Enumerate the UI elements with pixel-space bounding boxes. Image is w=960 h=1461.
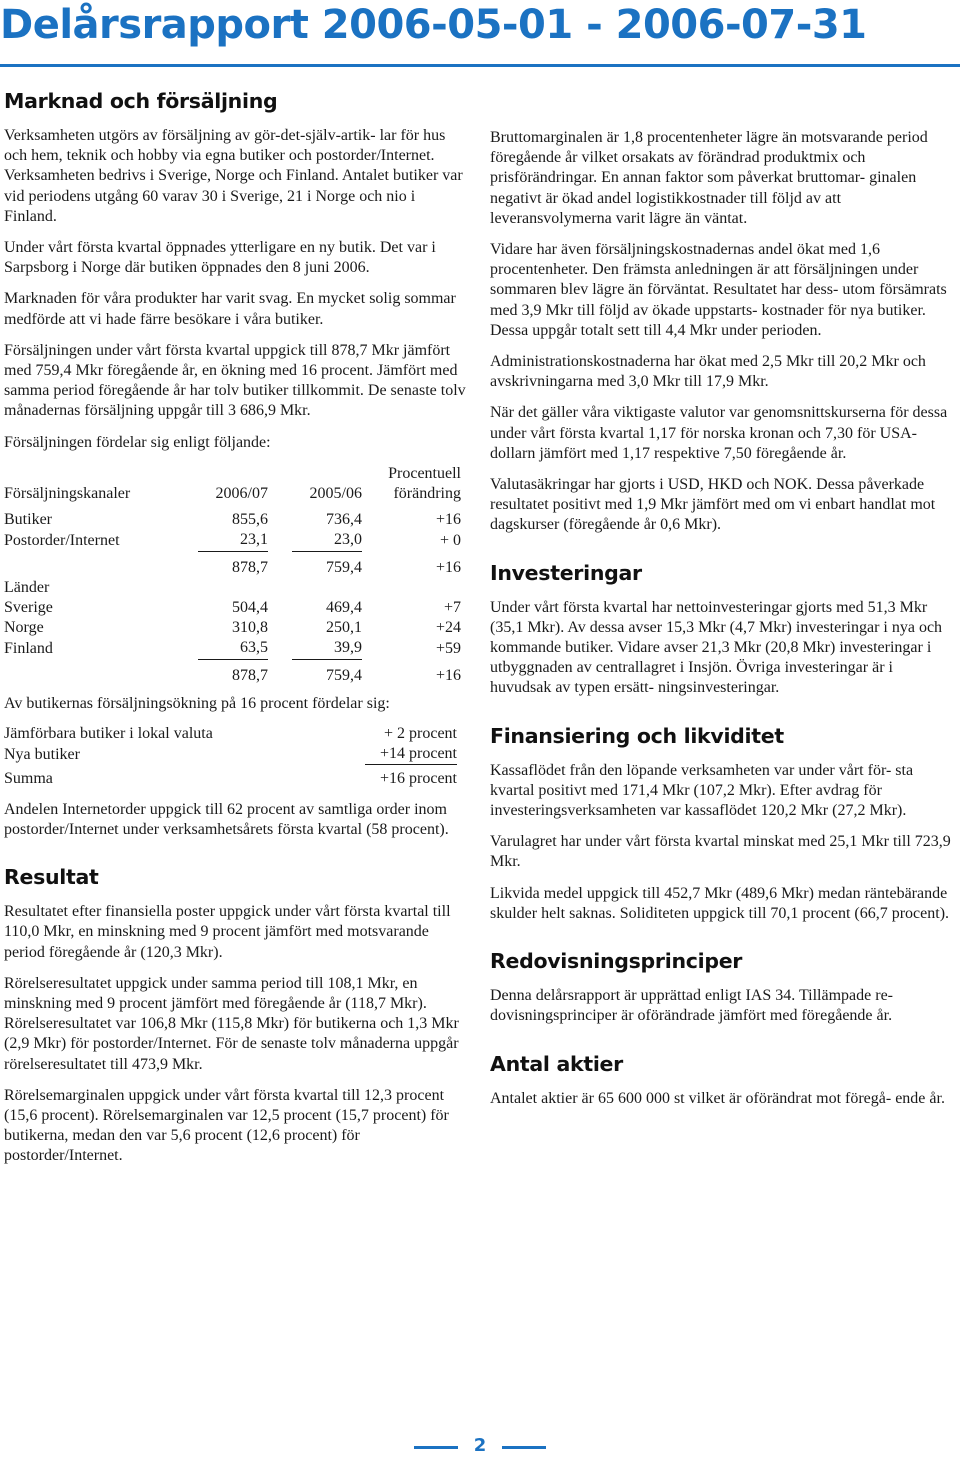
finansiering-paragraph-2: Varulagret har under vårt första kvartal minskat med 25,1 Mkr till 723,9 Mkr. (490, 833, 951, 871)
marknad-paragraph-4: Försäljningen under vårt första kvartal uppgick till 878,7 Mkr jämfört med 759,4 Mkr föregående år, en ökning med 16 procent. Jämfört med samma period föregående år har tolv butiker tillkommit. De senaste tolv månadernas försäljning uppgår till 3 686,9 Mkr. (4, 341, 466, 420)
header-2005: 2005/06 (309, 485, 362, 503)
header-2006: 2006/07 (215, 485, 268, 503)
heading-marknad: Marknad och försäljning (4, 89, 278, 113)
sales-table (4, 464, 461, 686)
heading-finansiering: Finansiering och likviditet (490, 723, 784, 748)
right-column (490, 128, 952, 1120)
resultat-paragraph-3: Rörelsemarginalen uppgick under vårt första kvartal till 12,3 procent (15,6 procent). Rörelsemarginalen var 12,5 procent (15,7 procent) för butikerna, medan den var 5,6 procent (12,6 procent) för postorder/Internet. (4, 1086, 449, 1165)
right-paragraph-4: När det gäller våra viktigaste valutor var genomsnittskurserna för dessa under vårt första kvartal 1,17 för norska kronan och 7,30 för USA-dollarn jämfört med 1,17 respektive 7,50 föregående år. (490, 404, 948, 462)
investeringar-paragraph-1: Under vårt första kvartal har nettoinvesteringar gjorts med 51,3 Mkr (35,1 Mkr). Av dessa avser 15,3 Mkr (4,7 Mkr) investeringar i nya och kommande butiker. Vidare avser 21,3 Mkr (20,8 Mkr) investeringar i utbyggnaden av centrallagret i Insjön. Övriga investeringar är i huvudsak av typen ersätt- ningsinvesteringar. (490, 598, 943, 697)
title-rule (0, 64, 960, 67)
heading-investeringar: Investeringar (490, 560, 642, 585)
finansiering-paragraph-3: Likvida medel uppgick till 452,7 Mkr (489,6 Mkr) medan räntebärande skulder helt saknas. Soliditeten uppgick till 70,1 procent (66,7 procent). (490, 884, 950, 922)
report-title: Delårsrapport 2006-05-01 - 2006-07-31 (0, 2, 867, 48)
heading-resultat: Resultat (4, 865, 99, 890)
table-row: Sverige 504,4 469,4 +7 (4, 599, 461, 617)
growth-row: Jämförbara butiker i lokal valuta + 2 procent (4, 725, 457, 743)
right-paragraph-3: Administrationskostnaderna har ökat med 2,5 Mkr till 20,2 Mkr och avskrivningarna med 3,0 Mkr till 17,9 Mkr. (490, 353, 926, 391)
growth-table (4, 724, 457, 790)
marknad-paragraph-3: Marknaden för våra produkter har varit svag. En mycket solig sommar medförde att vi hade färre besökare i våra butiker. (4, 290, 456, 328)
table-row-total: 878,7 759,4 +16 (232, 666, 461, 684)
header-channel: Försäljningskanaler (4, 485, 131, 503)
finansiering-paragraph-1: Kassaflödet från den löpande verksamheten var under vårt för- sta kvartal positivt med 171,4 Mkr (107,2 Mkr). Efter avdrag för investeringsverksamheten var kassaflödet 120,2 Mkr (27,2 Mkr). (490, 761, 914, 820)
footer-rule-right (502, 1446, 546, 1449)
table-row: Finland 63,5 39,9 +59 (4, 638, 461, 659)
marknad-paragraph-2: Under vårt första kvartal öppnades ytterligare en ny butik. Det var i Sarpsborg i Norge där butiken öppnades den 8 juni 2006. (4, 239, 436, 277)
sales-header-row-2 (4, 484, 461, 504)
header-change-2: förändring (393, 485, 461, 503)
resultat-paragraph-1: Resultatet efter finansiella poster uppgick under vårt första kvartal till 110,0 Mkr, en minskning med 9 procent jämfört med motsvarande period föregående år (120,3 Mkr). (4, 903, 451, 961)
heading-redovisning: Redovisningsprinciper (490, 949, 743, 974)
growth-intro: Av butikernas försäljningsökning på 16 procent fördelar sig: (4, 694, 390, 712)
table-row: Länder (4, 578, 50, 596)
sales-header-row-1 (4, 464, 461, 484)
marknad-paragraph-1: Verksamheten utgörs av försäljning av gör-det-själv-artik- lar för hus och hem, teknik och hobby via egna butiker och postorder/Internet. Verksamheten bedrivs i Sverige, Norge och Finland. Antalet butiker var vid periodens utgång 60 varav 30 i Sverige, 21 i Norge och nio i Finland. (4, 127, 463, 225)
header-change-1: Procentuell (388, 464, 461, 482)
table-row: Butiker 855,6 736,4 +16 (4, 511, 461, 529)
growth-row-total: Summa +16 procent (4, 770, 457, 788)
footer-rule-left (414, 1446, 458, 1449)
redovisning-paragraph-1: Denna delårsrapport är upprättad enligt IAS 34. Tillämpade re- dovisningsprinciper är oförändrade jämfört med föregående år. (490, 987, 893, 1025)
right-paragraph-1: Bruttomarginalen är 1,8 procentenheter lägre än motsvarande period föregående år vilket orsakats av förändrad produktmix och prisförändringar. En annan faktor som påverkat bruttomar- ginalen negativt är ökad andel logistikkostnader till följd av att leveransvolymerna varit lägre än väntat. (490, 129, 928, 227)
internet-share-paragraph: Andelen Internetorder uppgick till 62 procent av samtliga order inom postorder/Internet under verksamhetsårets första kvartal (58 procent). (4, 800, 449, 838)
table-row-subtotal: 878,7 759,4 +16 (232, 558, 461, 576)
marknad-paragraph-5: Försäljningen fördelar sig enligt följande: (4, 433, 271, 451)
left-column (4, 88, 466, 1178)
resultat-paragraph-2: Rörelseresultatet uppgick under samma period till 108,1 Mkr, en minskning med 9 procent jämfört med föregående år (118,7 Mkr). Rörelseresultatet var 106,8 Mkr (115,8 Mkr) för butikerna och 1,3 Mkr (2,9 Mkr) för postorder/Internet. För de senaste tolv månaderna uppgår rörelseresultatet till 473,9 Mkr. (4, 974, 459, 1073)
table-row: Norge 310,8 250,1 +24 (4, 619, 461, 637)
heading-aktier: Antal aktier (490, 1051, 623, 1076)
page-footer (0, 1437, 960, 1457)
table-row: Postorder/Internet 23,1 23,0 + 0 (4, 530, 461, 551)
page-number: 2 (473, 1435, 487, 1456)
growth-row: Nya butiker +14 procent (4, 744, 457, 765)
aktier-paragraph-1: Antalet aktier är 65 600 000 st vilket är oförändrat mot föregå- ende år. (490, 1089, 945, 1107)
right-paragraph-5: Valutasäkringar har gjorts i USD, HKD och NOK. Dessa påverkade resultatet positivt med 1,9 Mkr jämfört med om vi enbart handlat mot dagskurser (föregående år 0,6 Mkr). (490, 476, 936, 534)
right-paragraph-2: Vidare har även försäljningskostnadernas andel ökat med 1,6 procentenheter. Den främsta anledningen är att försäljningen under sommaren blev lägre än förväntat. Resultatet har dess- utom försämrats med 3,9 Mkr till följd av ökade uppstarts- kostnader för nya butiker. Dessa uppgår totalt sett till 4,4 Mkr under perioden. (490, 241, 947, 339)
